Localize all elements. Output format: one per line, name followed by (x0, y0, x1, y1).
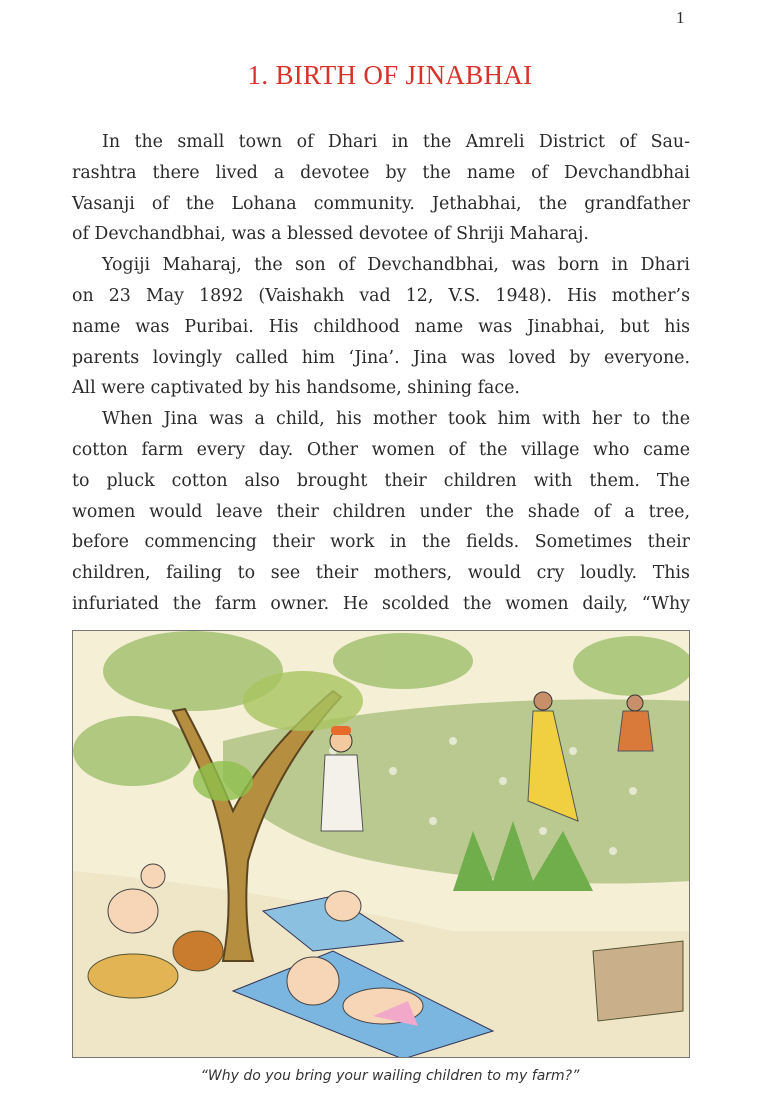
page-number: 1 (676, 8, 685, 27)
text-line: of Devchandbhai, was a blessed devotee of Shriji Maharaj. (72, 224, 589, 245)
text-line: rashtra there lived a devotee by the name of Devchandbhai (72, 162, 690, 183)
text-line: children, failing to see their mothers, would cry loudly. This (72, 563, 690, 584)
chapter-title: 1. BIRTH OF JINABHAI (247, 60, 533, 90)
text-line: to pluck cotton also brought their children with them. The (72, 470, 690, 491)
text-line: women would leave their children under the shade of a tree, (72, 501, 690, 522)
body-text (72, 127, 690, 620)
text-line: In the small town of Dhari in the Amreli District of Sau- (102, 132, 690, 152)
text-line: on 23 May 1892 (Vaishakh vad 12, V.S. 1948). His mother’s (72, 285, 690, 306)
illustration-caption: “Why do you bring your wailing children to my farm?” (200, 1068, 580, 1084)
illustration-cotton-farm (72, 630, 690, 1058)
text-line: When Jina was a child, his mother took him with her to the (102, 409, 690, 430)
text-line: cotton farm every day. Other women of the village who came (72, 439, 690, 460)
text-line: Vasanji of the Lohana community. Jethabhai, the grandfather (72, 193, 690, 214)
text-line: name was Puribai. His childhood name was Jinabhai, but his (72, 316, 690, 337)
text-line: infuriated the farm owner. He scolded the women daily, “Why (72, 593, 690, 614)
text-line: before commencing their work in the fields. Sometimes their (72, 532, 690, 553)
text-line: parents lovingly called him ‘Jina’. Jina was loved by everyone. (72, 347, 690, 368)
text-line: Yogiji Maharaj, the son of Devchandbhai, was born in Dhari (102, 255, 690, 276)
text-line: All were captivated by his handsome, shining face. (72, 378, 520, 399)
